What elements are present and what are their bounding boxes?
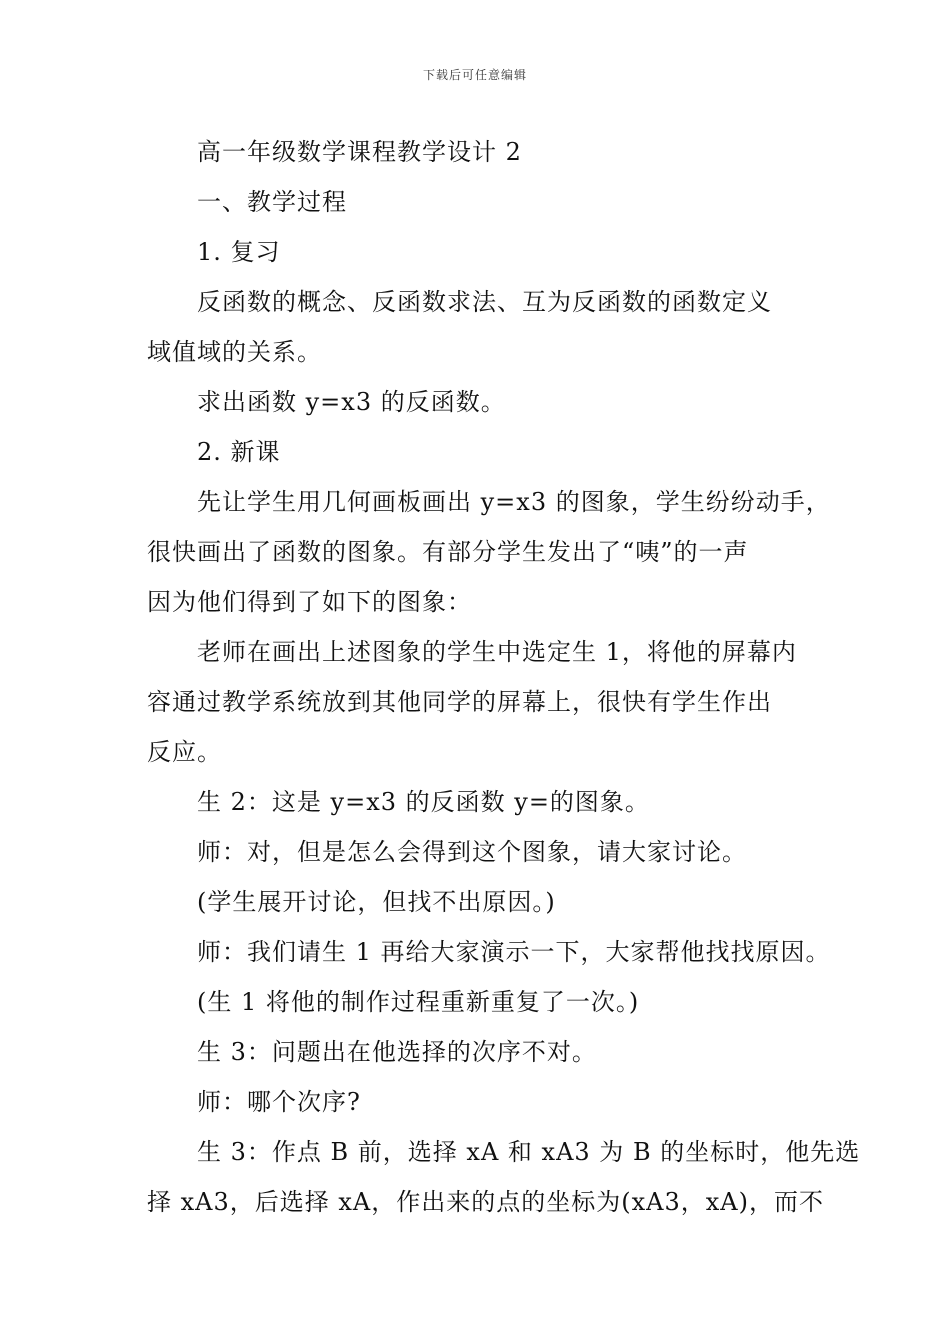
- text-line: 一、教学过程: [197, 188, 347, 216]
- text-line: (学生展开讨论，但找不出原因。): [197, 888, 556, 916]
- text-line: 师：哪个次序?: [197, 1088, 361, 1116]
- text-line: 师：对，但是怎么会得到这个图象，请大家讨论。: [197, 838, 747, 866]
- text-line: 很快画出了函数的图象。有部分学生发出了“咦”的一声: [147, 538, 749, 566]
- document-body: [147, 127, 861, 1227]
- text-line: 2. 新课: [197, 438, 281, 466]
- text-line: 择 xA3，后选择 xA，作出来的点的坐标为(xA3，xA)，而不: [147, 1188, 824, 1216]
- text-line: 生 3：作点 B 前，选择 xA 和 xA3 为 B 的坐标时，他先选: [197, 1138, 861, 1166]
- text-line: 反应。: [147, 738, 222, 766]
- text-line: 求出函数 y=x3 的反函数。: [197, 388, 506, 416]
- text-line: 高一年级数学课程教学设计 2: [197, 138, 522, 166]
- text-line: 生 3：问题出在他选择的次序不对。: [197, 1038, 597, 1066]
- text-line: 域值域的关系。: [147, 338, 322, 366]
- text-line: 因为他们得到了如下的图象：: [147, 588, 472, 616]
- page-header: 下载后可任意编辑: [422, 68, 527, 82]
- text-line: 老师在画出上述图象的学生中选定生 1，将他的屏幕内: [197, 638, 797, 666]
- text-line: 反函数的概念、反函数求法、互为反函数的函数定义: [197, 288, 772, 316]
- text-line: 先让学生用几何画板画出 y=x3 的图象，学生纷纷动手，: [197, 488, 831, 516]
- text-line: 师：我们请生 1 再给大家演示一下，大家帮他找找原因。: [197, 938, 831, 966]
- text-line: 1. 复习: [197, 238, 281, 266]
- text-line: (生 1 将他的制作过程重新重复了一次。): [197, 988, 640, 1016]
- text-line: 生 2：这是 y=x3 的反函数 y=的图象。: [197, 788, 650, 816]
- text-line: 容通过教学系统放到其他同学的屏幕上，很快有学生作出: [147, 688, 772, 716]
